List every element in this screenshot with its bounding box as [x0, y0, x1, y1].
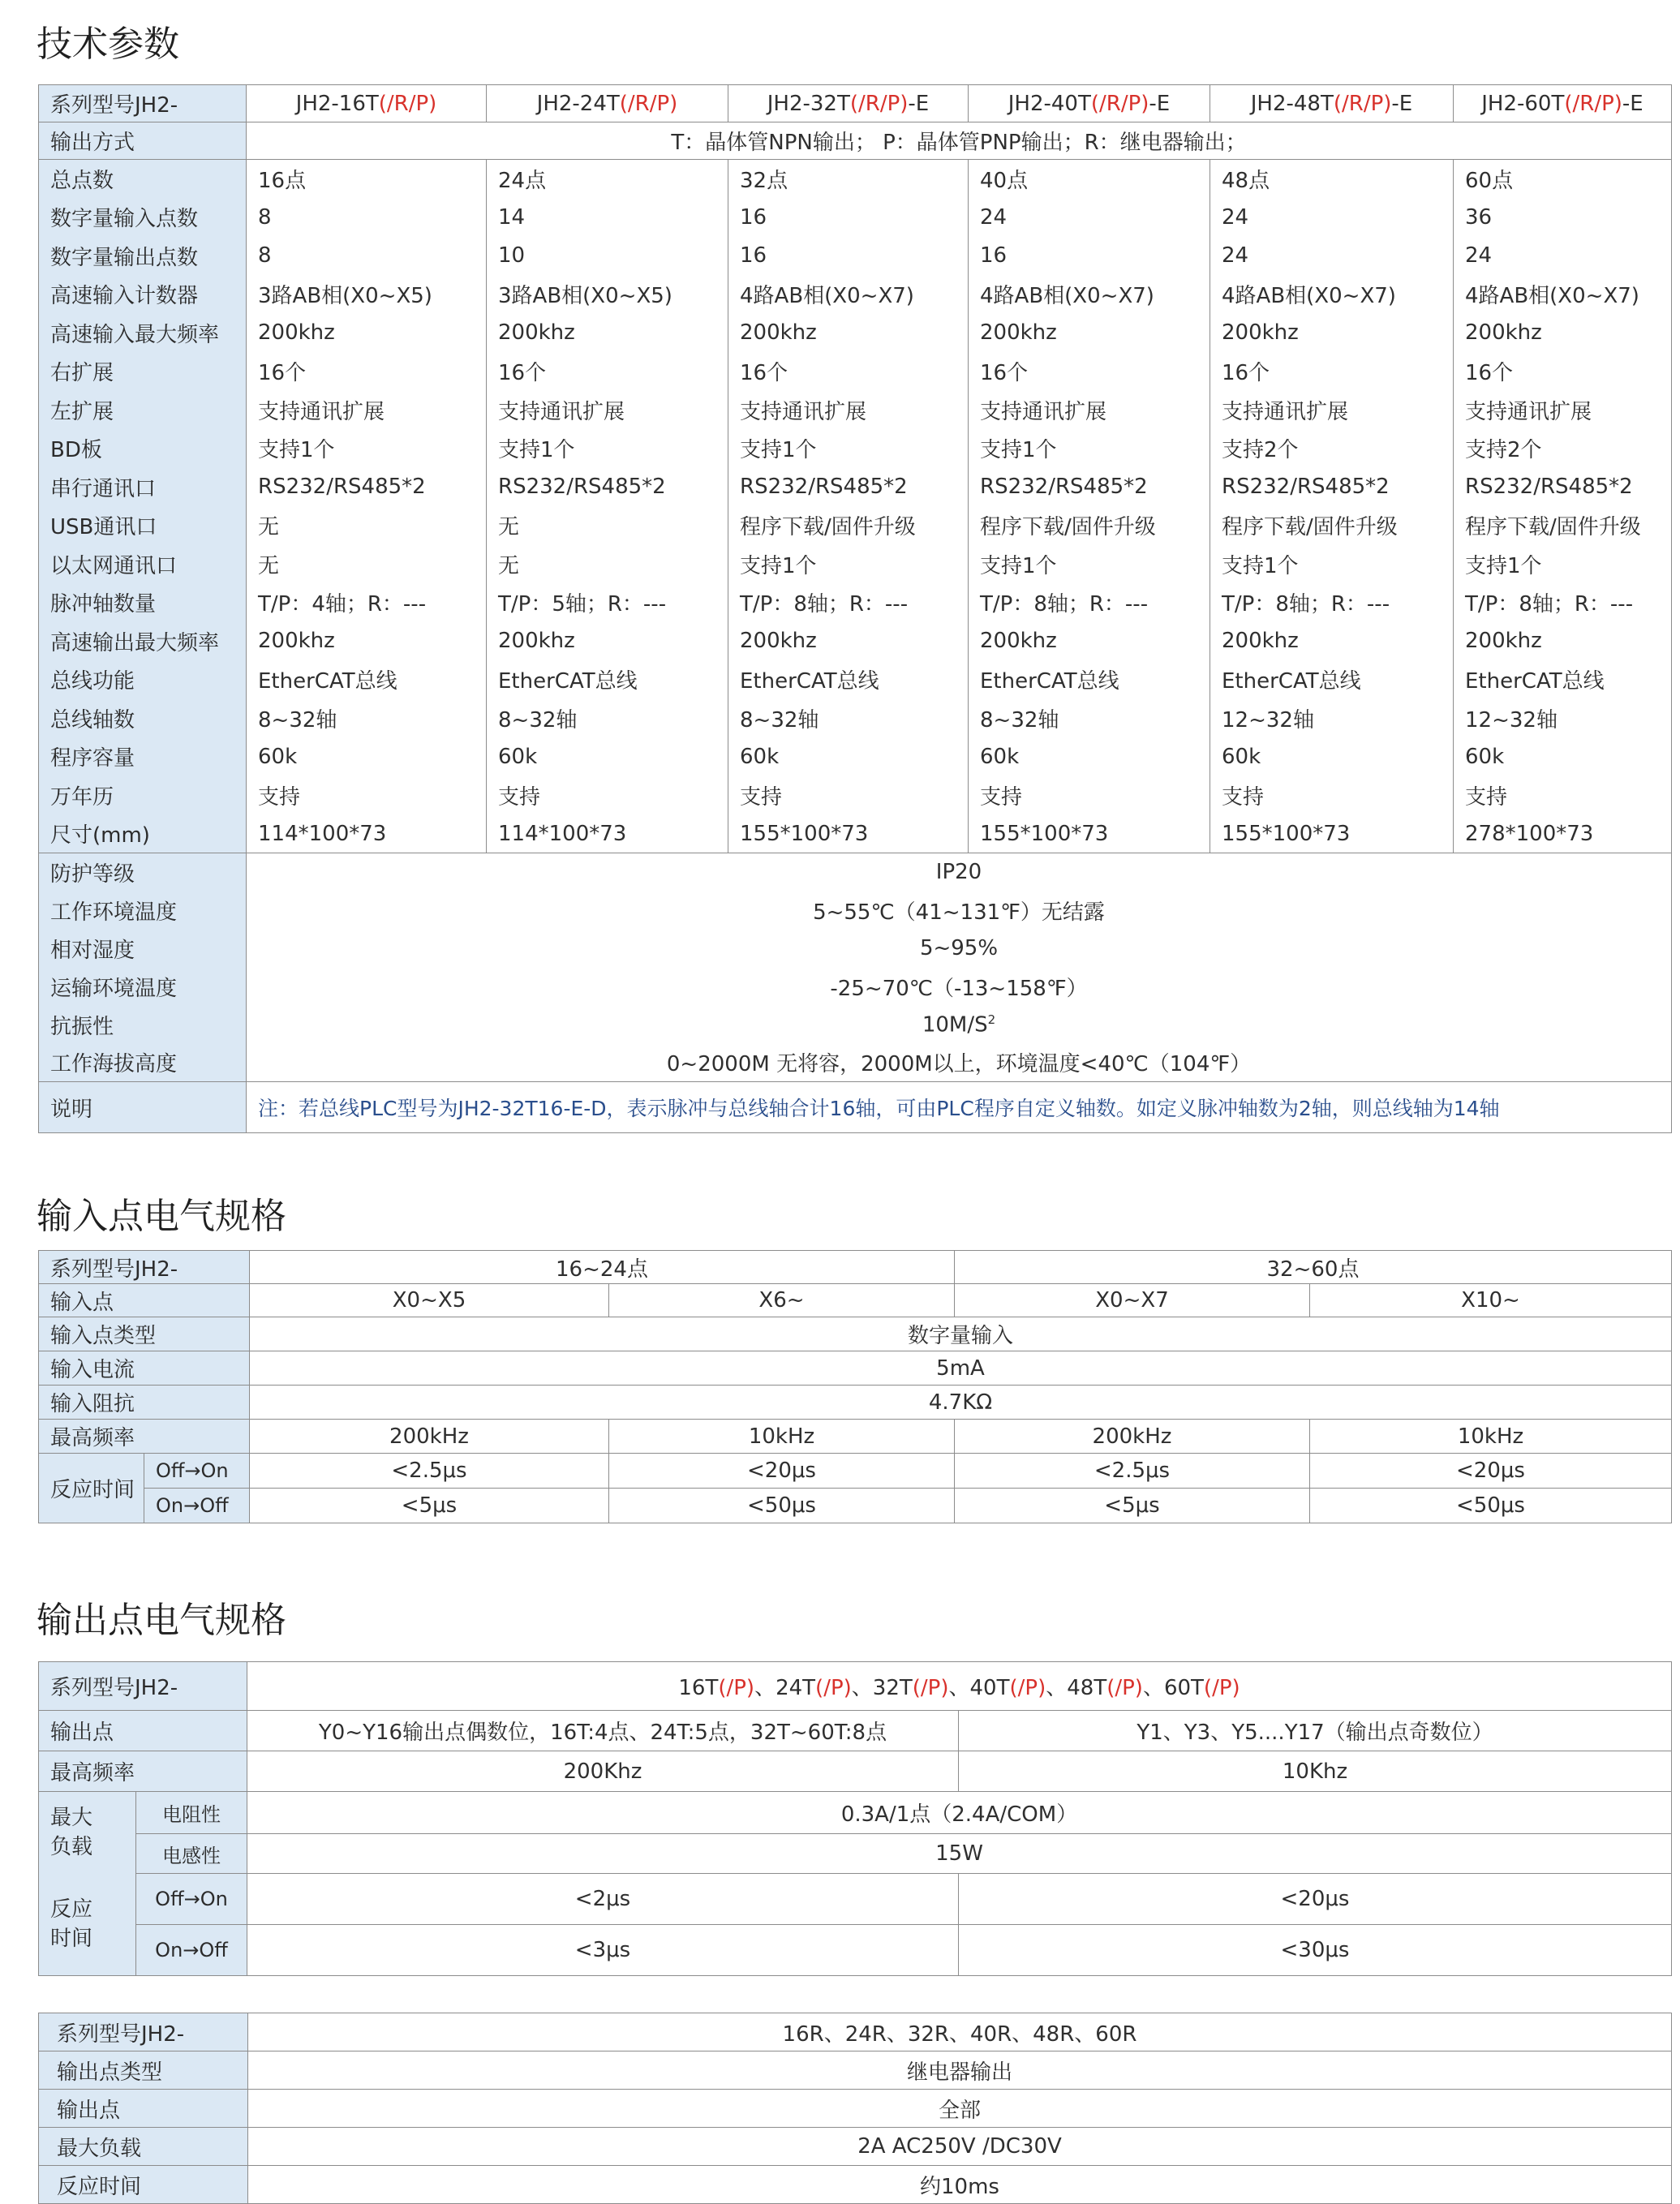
- tech-row-value: 200khz: [1454, 622, 1672, 661]
- tech-row-value: 16个: [969, 352, 1210, 391]
- relay-row-label: 输出点类型: [39, 2051, 248, 2090]
- tech-row-label: 左扩展: [39, 391, 247, 430]
- relay-row-value: 约10ms: [248, 2166, 1672, 2204]
- input-impedance-label: 输入阻抗: [39, 1386, 250, 1420]
- tech-spec-row: [39, 352, 1672, 391]
- relay-row-value: 16R、24R、32R、40R、48R、60R: [248, 2013, 1672, 2051]
- tech-spec-row: [39, 275, 1672, 314]
- tech-row-label: 总点数: [39, 160, 247, 199]
- env-row-value: $10M/S^2$: [247, 1006, 1672, 1044]
- relay-row-value: 全部: [248, 2090, 1672, 2128]
- tech-row-value: 无: [247, 506, 487, 545]
- tech-row-value: 200khz: [487, 622, 728, 661]
- tech-env-row: [39, 968, 1672, 1006]
- tech-row-label: 程序容量: [39, 737, 247, 776]
- tech-row-value: 程序下载/固件升级: [1454, 506, 1672, 545]
- tech-row-value: T/P：8轴；R：---: [969, 583, 1210, 622]
- tech-row-value: RS232/RS485*2: [487, 468, 728, 507]
- tech-row-value: 60k: [969, 737, 1210, 776]
- tech-spec-row: [39, 237, 1672, 276]
- tech-row-label: 数字量输出点数: [39, 237, 247, 276]
- output-off-on-even: <2μs: [247, 1874, 959, 1925]
- tech-row-value: 200khz: [728, 622, 969, 661]
- input-on-off-label: On→Off: [144, 1489, 250, 1523]
- input-current-label: 输入电流: [39, 1351, 250, 1386]
- tech-row-value: RS232/RS485*2: [1210, 468, 1454, 507]
- note-label: 说明: [39, 1082, 247, 1133]
- model-cell: JH2-60T(/R/P)-E: [1454, 85, 1672, 122]
- tech-row-label: 脉冲轴数量: [39, 583, 247, 622]
- tech-row-value: 8: [247, 198, 487, 237]
- tech-row-label: 高速输出最大频率: [39, 622, 247, 661]
- tech-row-value: 16: [728, 198, 969, 237]
- tech-env-row: [39, 1044, 1672, 1082]
- tech-row-value: 155*100*73: [728, 814, 969, 853]
- tech-spec-row: [39, 660, 1672, 699]
- output-series-label: 系列型号JH2-: [39, 1662, 247, 1711]
- tech-row-value: EtherCAT总线: [247, 660, 487, 699]
- tech-row-value: 114*100*73: [487, 814, 728, 853]
- input-impedance-value: 4.7KΩ: [250, 1386, 1672, 1420]
- tech-row-value: EtherCAT总线: [969, 660, 1210, 699]
- tech-row-value: 114*100*73: [247, 814, 487, 853]
- output-freq-label: 最高频率: [39, 1751, 247, 1792]
- model-cell: JH2-48T(/R/P)-E: [1210, 85, 1454, 122]
- model-cell: JH2-40T(/R/P)-E: [969, 85, 1210, 122]
- tech-row-value: 14: [487, 198, 728, 237]
- tech-row-value: 155*100*73: [969, 814, 1210, 853]
- tech-row-label: 总线功能: [39, 660, 247, 699]
- output-resistive-value: 0.3A/1点（2.4A/COM）: [247, 1792, 1672, 1834]
- tech-row-value: 200khz: [1454, 314, 1672, 353]
- tech-row-value: 8~32轴: [487, 699, 728, 738]
- input-point: X0~X7: [955, 1284, 1310, 1317]
- tech-row-label: BD板: [39, 429, 247, 468]
- tech-spec-row: [39, 198, 1672, 237]
- tech-row-label: 串行通讯口: [39, 468, 247, 507]
- tech-row-value: 16个: [487, 352, 728, 391]
- tech-row-value: 155*100*73: [1210, 814, 1454, 853]
- tech-spec-table: [38, 84, 1672, 1133]
- tech-spec-row: [39, 429, 1672, 468]
- output-inductive-value: 15W: [247, 1834, 1672, 1874]
- tech-row-value: 支持1个: [728, 429, 969, 468]
- tech-row-value: 4路AB相(X0~X7): [728, 275, 969, 314]
- env-row-value: 0~2000M 无将容，2000M以上，环境温度<40℃（104℉）: [247, 1044, 1672, 1082]
- tech-env-row: [39, 853, 1672, 891]
- relay-row-value: 继电器输出: [248, 2051, 1672, 2090]
- env-row-value: IP20: [247, 853, 1672, 891]
- tech-row-value: 支持1个: [1454, 545, 1672, 584]
- tech-row-value: 支持2个: [1454, 429, 1672, 468]
- tech-row-value: 无: [247, 545, 487, 584]
- tech-row-value: 12~32轴: [1210, 699, 1454, 738]
- tech-row-value: 24: [1210, 198, 1454, 237]
- relay-row: [39, 2166, 1672, 2204]
- input-freq: 10kHz: [609, 1420, 955, 1454]
- tech-row-value: 支持: [487, 776, 728, 815]
- output-mode-value: T：晶体管NPN输出； P：晶体管PNP输出；R：继电器输出；: [247, 122, 1672, 160]
- output-points-label: 输出点: [39, 1711, 247, 1751]
- tech-row-value: T/P：8轴；R：---: [1454, 583, 1672, 622]
- output-on-off-label: On→Off: [136, 1925, 247, 1976]
- tech-row-value: 16个: [1210, 352, 1454, 391]
- tech-row-value: 16点: [247, 160, 487, 199]
- input-series-label: 系列型号JH2-: [39, 1251, 250, 1284]
- tech-spec-row: [39, 814, 1672, 853]
- tech-row-value: 8~32轴: [728, 699, 969, 738]
- output-freq-odd: 10Khz: [959, 1751, 1672, 1792]
- output-mode-label: 输出方式: [39, 122, 247, 160]
- tech-row-value: 支持通讯扩展: [247, 391, 487, 430]
- tech-row-value: 4路AB相(X0~X7): [969, 275, 1210, 314]
- tech-row-value: RS232/RS485*2: [969, 468, 1210, 507]
- tech-spec-row: [39, 468, 1672, 507]
- relay-row-label: 反应时间: [39, 2166, 248, 2204]
- input-off-on-label: Off→On: [144, 1454, 250, 1489]
- tech-spec-row: [39, 314, 1672, 353]
- tech-row-value: T/P：8轴；R：---: [728, 583, 969, 622]
- output-section-title: 输出点电气规格: [37, 1600, 286, 1641]
- input-point: X10~: [1310, 1284, 1672, 1317]
- tech-row-value: 10: [487, 237, 728, 276]
- tech-row-value: 无: [487, 545, 728, 584]
- input-off-on: <20μs: [1310, 1454, 1672, 1489]
- tech-row-value: EtherCAT总线: [1210, 660, 1454, 699]
- tech-row-value: 支持通讯扩展: [728, 391, 969, 430]
- tech-row-value: 60k: [1210, 737, 1454, 776]
- tech-spec-row: [39, 776, 1672, 815]
- tech-row-value: 60k: [487, 737, 728, 776]
- relay-row: [39, 2051, 1672, 2090]
- input-spec-table: [38, 1250, 1672, 1523]
- input-current-value: 5mA: [250, 1351, 1672, 1386]
- tech-row-value: 16: [728, 237, 969, 276]
- tech-row-value: 8~32轴: [247, 699, 487, 738]
- tech-row-value: 278*100*73: [1454, 814, 1672, 853]
- tech-row-value: 16: [969, 237, 1210, 276]
- output-freq-even: 200Khz: [247, 1751, 959, 1792]
- tech-row-label: 万年历: [39, 776, 247, 815]
- output-on-off-even: <3μs: [247, 1925, 959, 1976]
- output-spec-table: [38, 1661, 1672, 1976]
- output-points-even: Y0~Y16输出点偶数位，16T:4点、24T:5点，32T~60T:8点: [247, 1711, 959, 1751]
- input-point: X6~: [609, 1284, 955, 1317]
- relay-row: [39, 2013, 1672, 2051]
- model-cell: JH2-16T(/R/P): [247, 85, 487, 122]
- input-type-label: 输入点类型: [39, 1317, 250, 1351]
- tech-row-value: 24: [1210, 237, 1454, 276]
- env-row-label: 工作海拔高度: [39, 1044, 247, 1082]
- tech-row-value: 60k: [728, 737, 969, 776]
- tech-row-value: 16个: [728, 352, 969, 391]
- env-row-label: 工作环境温度: [39, 891, 247, 930]
- tech-row-value: EtherCAT总线: [1454, 660, 1672, 699]
- output-on-off-odd: <30μs: [959, 1925, 1672, 1976]
- tech-header-row: [39, 85, 1672, 122]
- tech-row-value: T/P：5轴；R：---: [487, 583, 728, 622]
- output-inductive-label: 电感性: [136, 1834, 247, 1874]
- tech-row-value: 8: [247, 237, 487, 276]
- relay-row: [39, 2090, 1672, 2128]
- tech-row-value: 16个: [247, 352, 487, 391]
- tech-row-value: 60k: [247, 737, 487, 776]
- tech-spec-row: [39, 622, 1672, 661]
- model-cell: JH2-24T(/R/P): [487, 85, 728, 122]
- tech-row-value: 60k: [1454, 737, 1672, 776]
- relay-spec-table: [38, 2013, 1672, 2204]
- env-row-label: 相对湿度: [39, 930, 247, 968]
- output-mode-row: [39, 122, 1672, 160]
- tech-row-value: 支持1个: [487, 429, 728, 468]
- relay-row: [39, 2128, 1672, 2166]
- tech-row-value: 支持通讯扩展: [1454, 391, 1672, 430]
- tech-row-value: 支持1个: [969, 545, 1210, 584]
- tech-spec-row: [39, 391, 1672, 430]
- input-group-16-24: 16~24点: [250, 1251, 955, 1284]
- input-group-32-60: 32~60点: [955, 1251, 1672, 1284]
- input-section-title: 输入点电气规格: [37, 1196, 286, 1237]
- tech-row-value: 支持通讯扩展: [1210, 391, 1454, 430]
- input-on-off: <5μs: [250, 1489, 609, 1523]
- relay-row-label: 系列型号JH2-: [39, 2013, 248, 2051]
- tech-row-value: 200khz: [487, 314, 728, 353]
- env-row-value: 5~95%: [247, 930, 1672, 968]
- tech-row-label: 尺寸(mm): [39, 814, 247, 853]
- tech-row-value: 36: [1454, 198, 1672, 237]
- tech-row-value: 支持: [1210, 776, 1454, 815]
- input-on-off: <50μs: [609, 1489, 955, 1523]
- tech-row-value: 12~32轴: [1454, 699, 1672, 738]
- tech-row-value: EtherCAT总线: [728, 660, 969, 699]
- tech-row-value: EtherCAT总线: [487, 660, 728, 699]
- tech-row-label: 右扩展: [39, 352, 247, 391]
- tech-spec-row: [39, 160, 1672, 199]
- tech-row-value: 支持1个: [728, 545, 969, 584]
- tech-spec-row: [39, 699, 1672, 738]
- tech-row-value: 支持: [247, 776, 487, 815]
- tech-row-value: T/P：8轴；R：---: [1210, 583, 1454, 622]
- series-label: 系列型号JH2-: [39, 85, 247, 122]
- tech-row-value: RS232/RS485*2: [1454, 468, 1672, 507]
- tech-row-value: 3路AB相(X0~X5): [247, 275, 487, 314]
- tech-row-value: RS232/RS485*2: [247, 468, 487, 507]
- tech-row-value: 24: [1454, 237, 1672, 276]
- input-off-on: <2.5μs: [250, 1454, 609, 1489]
- tech-row-value: 程序下载/固件升级: [728, 506, 969, 545]
- tech-env-row: [39, 930, 1672, 968]
- tech-note-row: [39, 1082, 1672, 1133]
- input-type-value: 数字量输入: [250, 1317, 1672, 1351]
- tech-row-value: 4路AB相(X0~X7): [1454, 275, 1672, 314]
- tech-row-value: 程序下载/固件升级: [969, 506, 1210, 545]
- tech-row-value: 3路AB相(X0~X5): [487, 275, 728, 314]
- relay-row-value: 2A AC250V /DC30V: [248, 2128, 1672, 2166]
- tech-row-value: 32点: [728, 160, 969, 199]
- env-row-label: 运输环境温度: [39, 968, 247, 1006]
- input-freq: 10kHz: [1310, 1420, 1672, 1454]
- input-freq: 200kHz: [250, 1420, 609, 1454]
- tech-row-label: 高速输入最大频率: [39, 314, 247, 353]
- tech-spec-row: [39, 737, 1672, 776]
- model-cell: JH2-32T(/R/P)-E: [728, 85, 969, 122]
- env-row-value: -25~70℃（-13~158℉）: [247, 968, 1672, 1006]
- tech-row-value: 60点: [1454, 160, 1672, 199]
- tech-row-value: 16个: [1454, 352, 1672, 391]
- tech-row-value: 支持2个: [1210, 429, 1454, 468]
- tech-env-row: [39, 891, 1672, 930]
- tech-spec-row: [39, 545, 1672, 584]
- env-row-label: 抗振性: [39, 1006, 247, 1044]
- tech-row-value: 200khz: [1210, 622, 1454, 661]
- input-freq: 200kHz: [955, 1420, 1310, 1454]
- output-points-odd: Y1、Y3、Y5....Y17（输出点奇数位）: [959, 1711, 1672, 1751]
- tech-row-label: 以太网通讯口: [39, 545, 247, 584]
- tech-row-value: 8~32轴: [969, 699, 1210, 738]
- input-on-off: <50μs: [1310, 1489, 1672, 1523]
- tech-row-value: 200khz: [969, 622, 1210, 661]
- output-resistive-label: 电阻性: [136, 1792, 247, 1834]
- tech-row-value: 24点: [487, 160, 728, 199]
- tech-row-value: 4路AB相(X0~X7): [1210, 275, 1454, 314]
- tech-row-value: 无: [487, 506, 728, 545]
- input-freq-label: 最高频率: [39, 1420, 250, 1454]
- tech-row-value: 200khz: [969, 314, 1210, 353]
- tech-row-value: 200khz: [1210, 314, 1454, 353]
- tech-row-value: 支持通讯扩展: [487, 391, 728, 430]
- output-off-on-label: Off→On: [136, 1874, 247, 1925]
- tech-row-value: 支持: [728, 776, 969, 815]
- tech-spec-row: [39, 583, 1672, 622]
- input-points-label: 输入点: [39, 1284, 250, 1317]
- tech-row-value: 200khz: [247, 622, 487, 661]
- tech-row-value: 24: [969, 198, 1210, 237]
- tech-row-value: 支持1个: [969, 429, 1210, 468]
- tech-row-value: 程序下载/固件升级: [1210, 506, 1454, 545]
- note-text: 注：若总线PLC型号为JH2-32T16-E-D，表示脉冲与总线轴合计16轴，可由PLC程序自定义轴数。如定义脉冲轴数为2轴，则总线轴为14轴: [247, 1082, 1672, 1133]
- tech-row-value: 支持: [1454, 776, 1672, 815]
- tech-row-value: T/P：4轴；R：---: [247, 583, 487, 622]
- input-point: X0~X5: [250, 1284, 609, 1317]
- input-response-label: 反应时间: [39, 1454, 144, 1523]
- tech-row-value: 支持1个: [247, 429, 487, 468]
- output-models: 16T(/P)、24T(/P)、32T(/P)、40T(/P)、48T(/P)、60T(/P): [247, 1662, 1672, 1711]
- input-off-on: <20μs: [609, 1454, 955, 1489]
- relay-row-label: 输出点: [39, 2090, 248, 2128]
- tech-row-value: 支持1个: [1210, 545, 1454, 584]
- tech-section-title: 技术参数: [37, 24, 179, 65]
- tech-row-value: 支持: [969, 776, 1210, 815]
- output-max-load-label: 最大 负载: [39, 1792, 136, 1874]
- input-on-off: <5μs: [955, 1489, 1310, 1523]
- tech-row-value: 48点: [1210, 160, 1454, 199]
- tech-row-value: RS232/RS485*2: [728, 468, 969, 507]
- env-row-label: 防护等级: [39, 853, 247, 891]
- tech-spec-row: [39, 506, 1672, 545]
- tech-row-label: 数字量输入点数: [39, 198, 247, 237]
- input-off-on: <2.5μs: [955, 1454, 1310, 1489]
- tech-row-value: 40点: [969, 160, 1210, 199]
- tech-row-value: 200khz: [247, 314, 487, 353]
- tech-row-value: 支持通讯扩展: [969, 391, 1210, 430]
- tech-row-label: 总线轴数: [39, 699, 247, 738]
- output-off-on-odd: <20μs: [959, 1874, 1672, 1925]
- env-row-value: 5~55℃（41~131℉）无结露: [247, 891, 1672, 930]
- tech-row-label: USB通讯口: [39, 506, 247, 545]
- tech-row-label: 高速输入计数器: [39, 275, 247, 314]
- tech-row-value: 200khz: [728, 314, 969, 353]
- output-response-label: 反应 时间: [39, 1874, 136, 1976]
- relay-row-label: 最大负载: [39, 2128, 248, 2166]
- tech-env-row: [39, 1006, 1672, 1044]
